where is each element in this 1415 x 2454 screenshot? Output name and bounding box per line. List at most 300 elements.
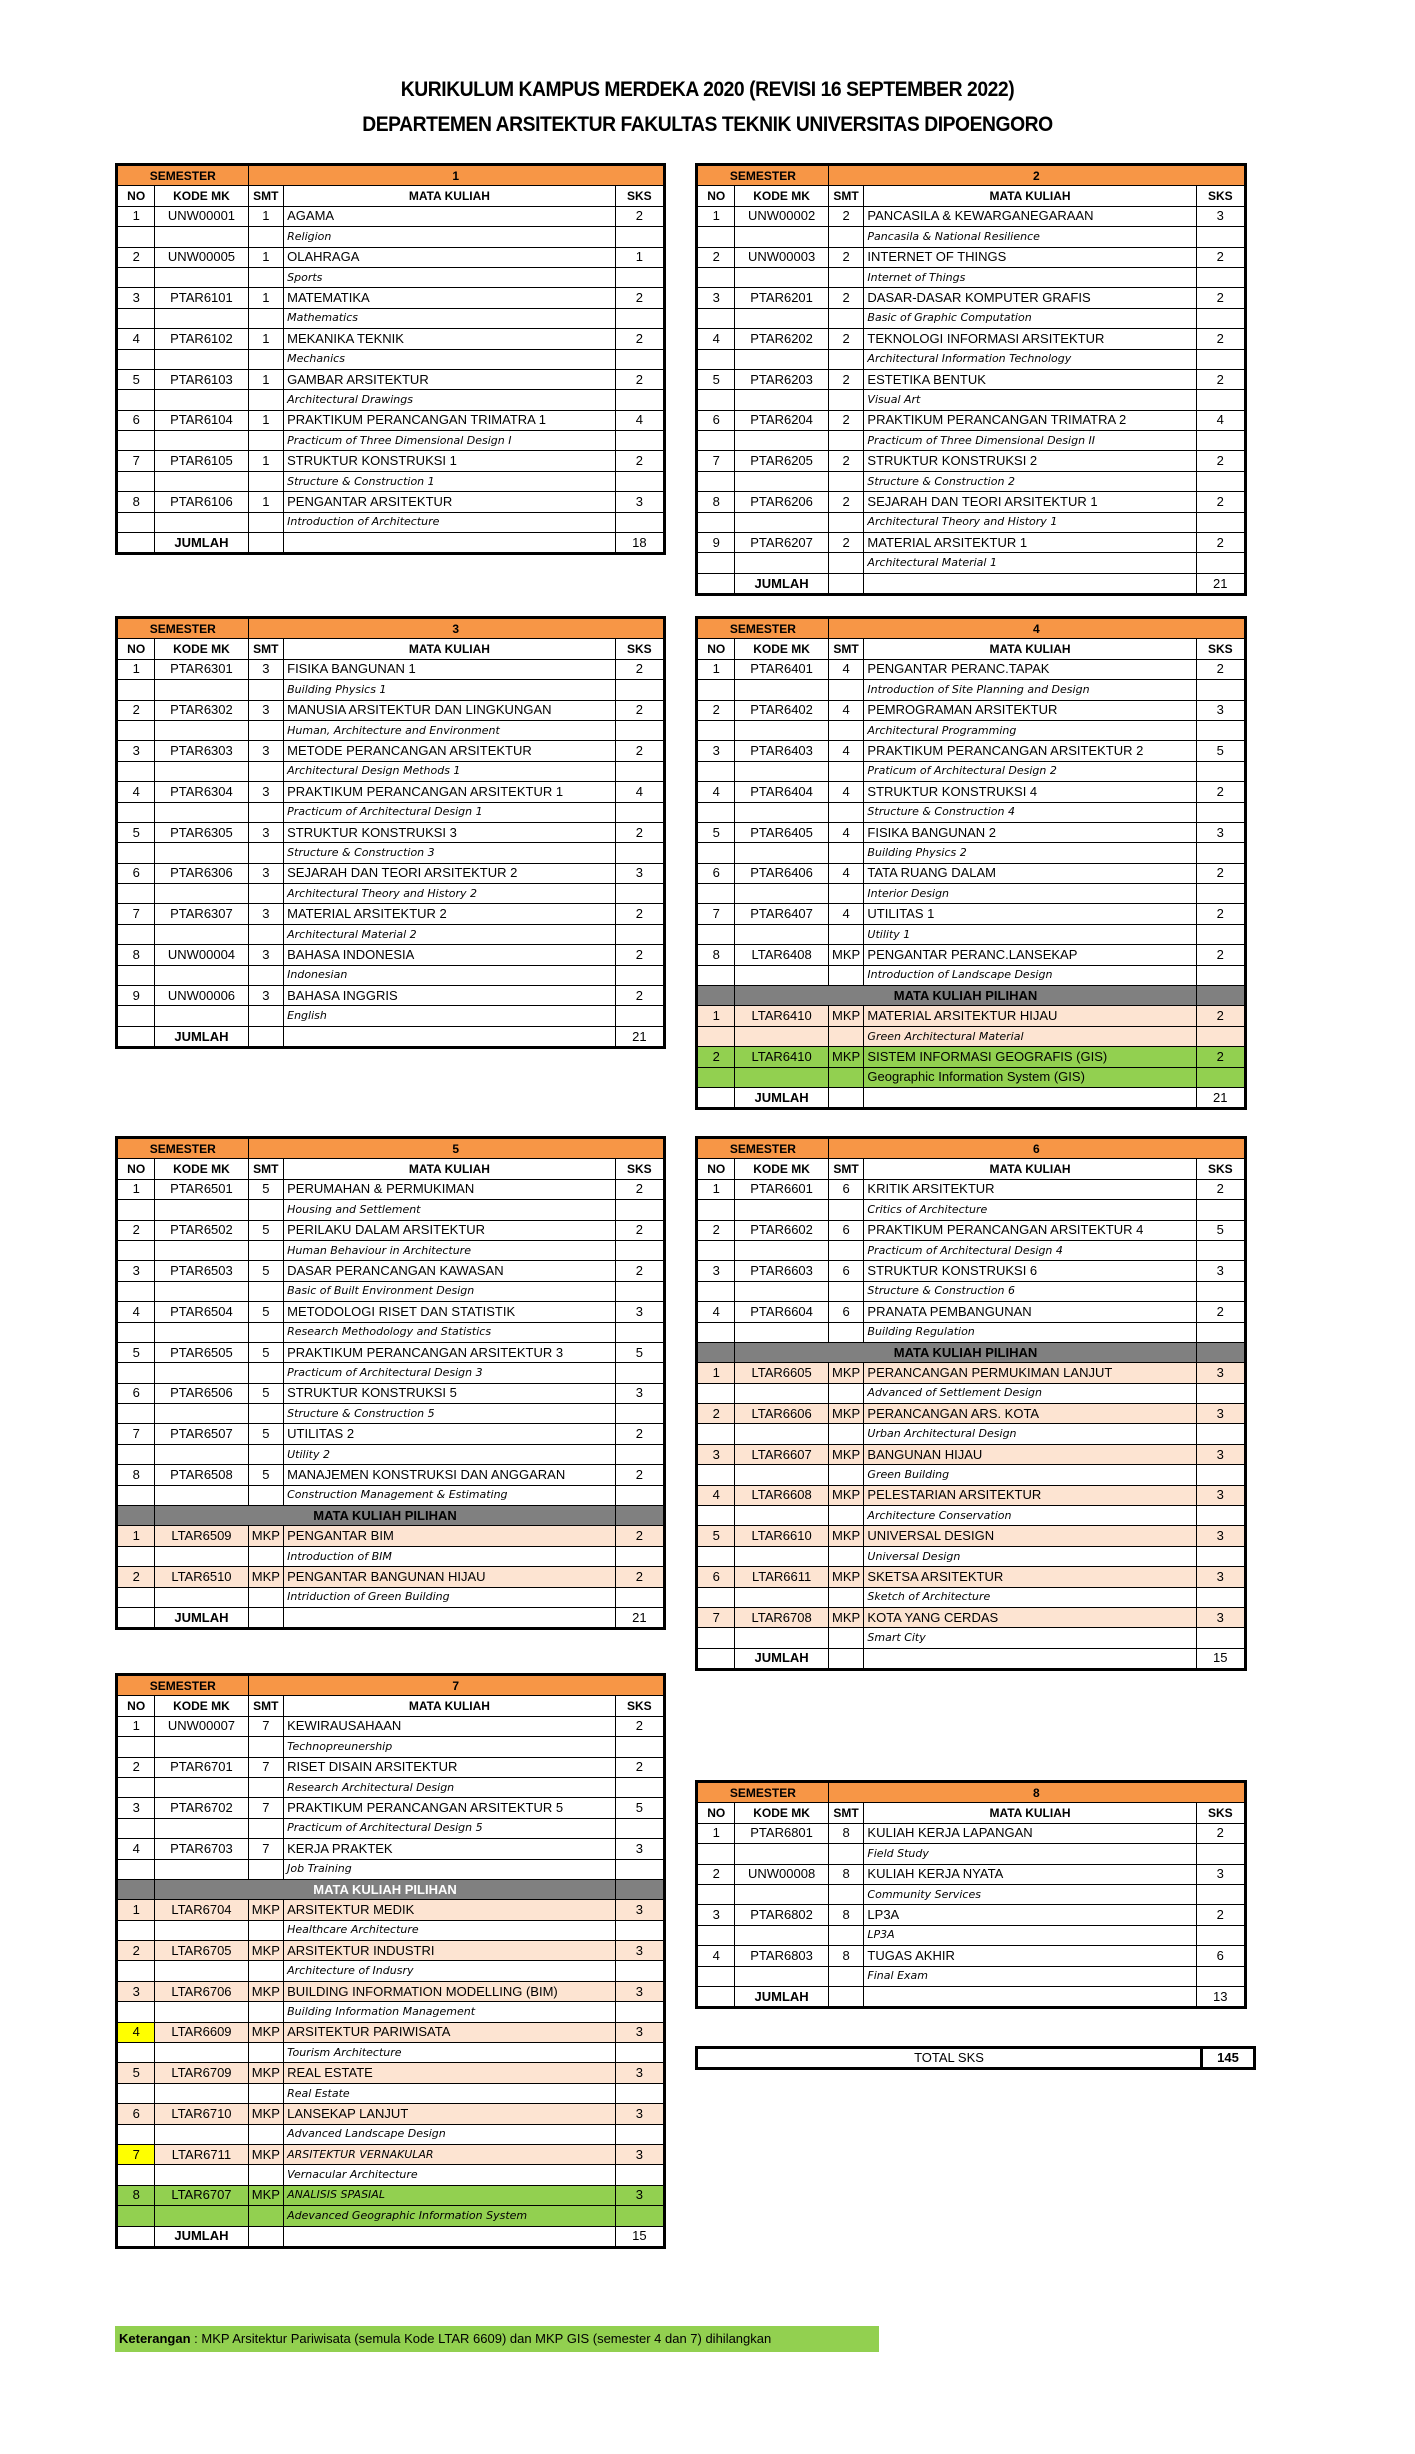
course-name: PRAKTIKUM PERANCANGAN ARSITEKTUR 2 bbox=[864, 741, 1196, 761]
course-semester: MKP bbox=[248, 1981, 284, 2001]
course-english-name: Utility 2 bbox=[284, 1444, 616, 1464]
course-english-row bbox=[117, 2002, 665, 2022]
course-no: 5 bbox=[117, 1342, 155, 1362]
course-code: PTAR6803 bbox=[735, 1946, 828, 1966]
course-no: 1 bbox=[697, 1823, 735, 1843]
course-english-row bbox=[117, 965, 665, 985]
elective-row bbox=[697, 1526, 1246, 1546]
course-code: PTAR6406 bbox=[735, 863, 828, 883]
course-english-row bbox=[697, 308, 1246, 328]
course-semester: MKP bbox=[828, 1607, 864, 1627]
empty-cell bbox=[1196, 431, 1245, 451]
course-sks: 2 bbox=[615, 1526, 664, 1546]
course-name: SKETSA ARSITEKTUR bbox=[864, 1567, 1196, 1587]
empty-cell bbox=[117, 512, 155, 532]
empty-cell bbox=[697, 512, 735, 532]
course-code: PTAR6401 bbox=[735, 659, 828, 679]
course-semester: 3 bbox=[248, 904, 284, 924]
course-semester: 4 bbox=[828, 741, 864, 761]
course-no: 4 bbox=[697, 329, 735, 349]
course-english-row bbox=[117, 924, 665, 944]
empty-cell bbox=[615, 2124, 664, 2144]
empty-cell bbox=[155, 1444, 248, 1464]
course-no: 2 bbox=[697, 1404, 735, 1424]
empty-cell bbox=[828, 1465, 864, 1485]
course-english-row bbox=[697, 1281, 1246, 1301]
empty-cell bbox=[735, 227, 828, 247]
elective-section-label: MATA KULIAH PILIHAN bbox=[735, 1342, 1196, 1362]
empty-cell bbox=[1196, 965, 1245, 985]
empty-cell bbox=[248, 884, 284, 904]
empty-cell bbox=[248, 512, 284, 532]
course-name: MATEMATIKA bbox=[284, 288, 616, 308]
semester-header-row bbox=[117, 1675, 665, 1696]
jumlah-row bbox=[697, 573, 1246, 594]
empty-cell bbox=[117, 2165, 155, 2185]
empty-cell bbox=[828, 553, 864, 573]
course-row bbox=[697, 451, 1246, 471]
empty-cell bbox=[248, 1363, 284, 1383]
empty-cell bbox=[117, 227, 155, 247]
course-sks: 2 bbox=[615, 1757, 664, 1777]
course-sks: 2 bbox=[1196, 904, 1245, 924]
course-english-row bbox=[117, 680, 665, 700]
column-header-row bbox=[697, 639, 1246, 659]
semester-number: 5 bbox=[248, 1138, 664, 1159]
course-sks: 2 bbox=[615, 741, 664, 761]
course-no: 5 bbox=[117, 369, 155, 389]
course-semester: 4 bbox=[828, 659, 864, 679]
course-code: LTAR6605 bbox=[735, 1363, 828, 1383]
empty-cell bbox=[697, 924, 735, 944]
semester-header-row bbox=[117, 618, 665, 639]
course-no: 5 bbox=[697, 822, 735, 842]
course-name: KERJA PRAKTEK bbox=[284, 1839, 616, 1859]
col-smt-header: SMT bbox=[248, 186, 284, 206]
empty-cell bbox=[1196, 843, 1245, 863]
course-sks: 3 bbox=[1196, 1363, 1245, 1383]
course-no: 4 bbox=[697, 1946, 735, 1966]
empty-cell bbox=[248, 924, 284, 944]
course-english-name: Architectural Theory and History 1 bbox=[864, 512, 1196, 532]
course-name: ANALISIS SPASIAL bbox=[284, 2185, 616, 2205]
elective-row bbox=[117, 1900, 665, 1920]
empty-cell bbox=[735, 1925, 828, 1945]
course-code: LTAR6606 bbox=[735, 1404, 828, 1424]
elective-section-label: MATA KULIAH PILIHAN bbox=[155, 1506, 615, 1526]
course-name: ARSITEKTUR VERNAKULAR bbox=[284, 2144, 616, 2164]
course-name: TATA RUANG DALAM bbox=[864, 863, 1196, 883]
empty-cell bbox=[248, 1026, 284, 1047]
course-name: GAMBAR ARSITEKTUR bbox=[284, 369, 616, 389]
empty-cell bbox=[248, 2206, 284, 2226]
empty-cell bbox=[1196, 267, 1245, 287]
course-english-name: Praticum of Architectural Design 2 bbox=[864, 761, 1196, 781]
semester-number: 3 bbox=[248, 618, 664, 639]
course-name: MANAJEMEN KONSTRUKSI DAN ANGGARAN bbox=[284, 1465, 616, 1485]
course-sks: 2 bbox=[615, 1424, 664, 1444]
course-english-name: Geographic Information System (GIS) bbox=[864, 1067, 1196, 1087]
course-english-name: Urban Architectural Design bbox=[864, 1424, 1196, 1444]
empty-cell bbox=[615, 1818, 664, 1838]
course-no: 8 bbox=[697, 492, 735, 512]
empty-cell bbox=[284, 2226, 616, 2247]
course-row bbox=[697, 1946, 1246, 1966]
empty-cell bbox=[117, 924, 155, 944]
course-english-row bbox=[697, 390, 1246, 410]
empty-cell bbox=[615, 431, 664, 451]
empty-cell bbox=[117, 884, 155, 904]
course-no: 4 bbox=[117, 329, 155, 349]
empty-cell bbox=[155, 1961, 248, 1981]
course-sks: 3 bbox=[1196, 1404, 1245, 1424]
course-code: PTAR6304 bbox=[155, 782, 248, 802]
jumlah-label: JUMLAH bbox=[155, 2226, 248, 2247]
course-sks: 2 bbox=[1196, 288, 1245, 308]
course-english-row bbox=[697, 1546, 1246, 1566]
course-english-row bbox=[117, 1961, 665, 1981]
empty-cell bbox=[117, 308, 155, 328]
course-english-name: Basic of Built Environment Design bbox=[284, 1281, 616, 1301]
empty-cell bbox=[117, 1281, 155, 1301]
course-no: 3 bbox=[117, 288, 155, 308]
course-english-row bbox=[697, 1925, 1246, 1945]
course-code: PTAR6307 bbox=[155, 904, 248, 924]
course-code: PTAR6207 bbox=[735, 533, 828, 553]
col-kode-header: KODE MK bbox=[155, 1159, 248, 1179]
course-english-row bbox=[117, 761, 665, 781]
empty-cell bbox=[697, 1966, 735, 1986]
course-code: LTAR6704 bbox=[155, 1900, 248, 1920]
empty-cell bbox=[735, 761, 828, 781]
course-row bbox=[117, 492, 665, 512]
empty-cell bbox=[828, 720, 864, 740]
empty-cell bbox=[615, 2043, 664, 2063]
jumlah-label: JUMLAH bbox=[735, 573, 828, 594]
empty-cell bbox=[697, 802, 735, 822]
empty-cell bbox=[248, 720, 284, 740]
course-no: 4 bbox=[697, 782, 735, 802]
course-english-row bbox=[697, 1465, 1246, 1485]
empty-cell bbox=[155, 720, 248, 740]
empty-cell bbox=[735, 512, 828, 532]
course-row bbox=[697, 329, 1246, 349]
empty-cell bbox=[615, 761, 664, 781]
course-code: PTAR6205 bbox=[735, 451, 828, 471]
course-no: 2 bbox=[697, 700, 735, 720]
course-semester: 4 bbox=[828, 700, 864, 720]
empty-cell bbox=[615, 390, 664, 410]
course-row bbox=[117, 1261, 665, 1281]
course-sks: 2 bbox=[1196, 1006, 1245, 1026]
course-english-row bbox=[117, 1200, 665, 1220]
course-name: MATERIAL ARSITEKTUR HIJAU bbox=[864, 1006, 1196, 1026]
empty-cell bbox=[117, 1485, 155, 1505]
empty-cell bbox=[615, 227, 664, 247]
course-code: PTAR6106 bbox=[155, 492, 248, 512]
course-no: 2 bbox=[697, 1864, 735, 1884]
empty-cell bbox=[117, 1026, 155, 1047]
empty-cell bbox=[697, 471, 735, 491]
course-name: KULIAH KERJA LAPANGAN bbox=[864, 1823, 1196, 1843]
course-english-name: Internet of Things bbox=[864, 267, 1196, 287]
course-semester: MKP bbox=[828, 1485, 864, 1505]
empty-cell bbox=[828, 1546, 864, 1566]
course-semester: 6 bbox=[828, 1179, 864, 1199]
empty-cell bbox=[615, 2083, 664, 2103]
course-code: LTAR6410 bbox=[735, 1047, 828, 1067]
course-english-name: Building Physics 1 bbox=[284, 680, 616, 700]
course-english-row bbox=[697, 1424, 1246, 1444]
course-english-row bbox=[117, 2043, 665, 2063]
course-code: PTAR6702 bbox=[155, 1798, 248, 1818]
course-name: PRAKTIKUM PERANCANGAN TRIMATRA 2 bbox=[864, 410, 1196, 430]
course-english-name: Advanced of Settlement Design bbox=[864, 1383, 1196, 1403]
empty-cell bbox=[117, 1879, 155, 1899]
course-name: INTERNET OF THINGS bbox=[864, 247, 1196, 267]
column-header-row bbox=[117, 1696, 665, 1716]
course-name: AGAMA bbox=[284, 206, 616, 226]
empty-cell bbox=[697, 1281, 735, 1301]
empty-cell bbox=[828, 349, 864, 369]
course-semester: MKP bbox=[828, 1526, 864, 1546]
course-code: LTAR6705 bbox=[155, 1941, 248, 1961]
empty-cell bbox=[697, 680, 735, 700]
course-sks: 2 bbox=[1196, 1047, 1245, 1067]
empty-cell bbox=[828, 1966, 864, 1986]
col-smt-header: SMT bbox=[828, 1803, 864, 1823]
empty-cell bbox=[828, 843, 864, 863]
empty-cell bbox=[615, 1920, 664, 1940]
empty-cell bbox=[828, 802, 864, 822]
course-english-name: Pancasila & National Resilience bbox=[864, 227, 1196, 247]
empty-cell bbox=[117, 680, 155, 700]
course-code: PTAR6204 bbox=[735, 410, 828, 430]
col-sks-header: SKS bbox=[1196, 186, 1245, 206]
empty-cell bbox=[828, 1587, 864, 1607]
course-english-row bbox=[697, 471, 1246, 491]
course-code: PTAR6502 bbox=[155, 1220, 248, 1240]
course-english-name: Practicum of Three Dimensional Design II bbox=[864, 431, 1196, 451]
empty-cell bbox=[735, 390, 828, 410]
empty-cell bbox=[697, 308, 735, 328]
course-semester: MKP bbox=[248, 1941, 284, 1961]
course-english-name: Practicum of Three Dimensional Design I bbox=[284, 431, 616, 451]
empty-cell bbox=[117, 1920, 155, 1940]
course-no: 6 bbox=[117, 1383, 155, 1403]
col-smt-header: SMT bbox=[248, 639, 284, 659]
empty-cell bbox=[828, 1240, 864, 1260]
course-semester: 3 bbox=[248, 863, 284, 883]
column-header-row bbox=[117, 1159, 665, 1179]
empty-cell bbox=[828, 1200, 864, 1220]
empty-cell bbox=[697, 1628, 735, 1648]
course-english-name: Community Services bbox=[864, 1884, 1196, 1904]
empty-cell bbox=[117, 1444, 155, 1464]
empty-cell bbox=[155, 1240, 248, 1260]
course-code: PTAR6407 bbox=[735, 904, 828, 924]
empty-cell bbox=[697, 390, 735, 410]
course-semester: 3 bbox=[248, 822, 284, 842]
course-english-row bbox=[697, 1322, 1246, 1342]
col-mata-kuliah-header: MATA KULIAH bbox=[284, 1696, 616, 1716]
course-row bbox=[117, 206, 665, 226]
empty-cell bbox=[117, 431, 155, 451]
empty-cell bbox=[615, 1006, 664, 1026]
col-no-header: NO bbox=[697, 639, 735, 659]
semester-label: SEMESTER bbox=[117, 1675, 249, 1696]
course-code: PTAR6203 bbox=[735, 369, 828, 389]
empty-cell bbox=[697, 1925, 735, 1945]
empty-cell bbox=[117, 1200, 155, 1220]
empty-cell bbox=[697, 431, 735, 451]
empty-cell bbox=[697, 1424, 735, 1444]
course-no: 1 bbox=[117, 206, 155, 226]
keterangan-note bbox=[115, 2326, 879, 2352]
empty-cell bbox=[615, 884, 664, 904]
course-english-row bbox=[697, 1067, 1246, 1087]
empty-cell bbox=[697, 1067, 735, 1087]
course-no: 3 bbox=[697, 741, 735, 761]
course-english-name: Healthcare Architecture bbox=[284, 1920, 616, 1940]
course-semester: 3 bbox=[248, 700, 284, 720]
empty-cell bbox=[155, 843, 248, 863]
document-subtitle: DEPARTEMEN ARSITEKTUR FAKULTAS TEKNIK UNIVERSITAS DIPOENGORO bbox=[362, 113, 1053, 136]
semester-number: 8 bbox=[828, 1782, 1245, 1803]
empty-cell bbox=[117, 802, 155, 822]
course-sks: 3 bbox=[615, 1981, 664, 2001]
course-sks: 3 bbox=[1196, 1567, 1245, 1587]
course-semester: 8 bbox=[828, 1864, 864, 1884]
course-code: PTAR6105 bbox=[155, 451, 248, 471]
course-english-name: Green Building bbox=[864, 1465, 1196, 1485]
course-english-row bbox=[697, 349, 1246, 369]
jumlah-label: JUMLAH bbox=[735, 1648, 828, 1669]
course-row bbox=[697, 1905, 1246, 1925]
empty-cell bbox=[735, 267, 828, 287]
empty-cell bbox=[1196, 349, 1245, 369]
empty-cell bbox=[1196, 680, 1245, 700]
course-name: METODE PERANCANGAN ARSITEKTUR bbox=[284, 741, 616, 761]
course-english-row bbox=[117, 471, 665, 491]
course-no: 8 bbox=[117, 945, 155, 965]
empty-cell bbox=[117, 1607, 155, 1628]
course-row bbox=[117, 904, 665, 924]
course-semester: MKP bbox=[828, 1567, 864, 1587]
course-semester: MKP bbox=[828, 1404, 864, 1424]
empty-cell bbox=[697, 843, 735, 863]
keterangan-label: Keterangan bbox=[119, 2331, 191, 2346]
course-english-name: Sports bbox=[284, 267, 616, 287]
course-row bbox=[697, 1302, 1246, 1322]
course-row bbox=[697, 247, 1246, 267]
empty-cell bbox=[117, 1546, 155, 1566]
empty-cell bbox=[117, 720, 155, 740]
empty-cell bbox=[735, 924, 828, 944]
col-kode-header: KODE MK bbox=[155, 1696, 248, 1716]
course-semester: 2 bbox=[828, 369, 864, 389]
jumlah-label: JUMLAH bbox=[735, 1087, 828, 1108]
col-kode-header: KODE MK bbox=[155, 186, 248, 206]
course-code: LTAR6509 bbox=[155, 1526, 248, 1546]
semester-number: 6 bbox=[828, 1138, 1245, 1159]
empty-cell bbox=[828, 1383, 864, 1403]
course-code: LTAR6708 bbox=[735, 1607, 828, 1627]
empty-cell bbox=[828, 512, 864, 532]
course-name: UTILITAS 1 bbox=[864, 904, 1196, 924]
empty-cell bbox=[1196, 1342, 1245, 1362]
course-english-row bbox=[117, 843, 665, 863]
empty-cell bbox=[828, 1322, 864, 1342]
course-name: REAL ESTATE bbox=[284, 2063, 616, 2083]
course-english-row bbox=[697, 1628, 1246, 1648]
course-english-name: Intriduction of Green Building bbox=[284, 1587, 616, 1607]
course-name: ARSITEKTUR MEDIK bbox=[284, 1900, 616, 1920]
empty-cell bbox=[735, 349, 828, 369]
empty-cell bbox=[117, 1818, 155, 1838]
empty-cell bbox=[248, 2226, 284, 2247]
empty-cell bbox=[248, 1737, 284, 1757]
course-code: PTAR6302 bbox=[155, 700, 248, 720]
course-name: TUGAS AKHIR bbox=[864, 1946, 1196, 1966]
empty-cell bbox=[615, 1404, 664, 1424]
col-kode-header: KODE MK bbox=[735, 1803, 828, 1823]
course-english-row bbox=[697, 267, 1246, 287]
course-code: PTAR6505 bbox=[155, 1342, 248, 1362]
empty-cell bbox=[248, 1281, 284, 1301]
course-english-row bbox=[117, 267, 665, 287]
jumlah-label: JUMLAH bbox=[155, 533, 248, 554]
course-code: PTAR6604 bbox=[735, 1302, 828, 1322]
course-name: MEKANIKA TEKNIK bbox=[284, 329, 616, 349]
empty-cell bbox=[615, 1777, 664, 1797]
course-sks: 2 bbox=[1196, 1302, 1245, 1322]
course-semester: 5 bbox=[248, 1261, 284, 1281]
empty-cell bbox=[697, 761, 735, 781]
course-row bbox=[117, 659, 665, 679]
empty-cell bbox=[697, 1986, 735, 2007]
course-english-name: Structure & Construction 2 bbox=[864, 471, 1196, 491]
empty-cell bbox=[615, 1485, 664, 1505]
empty-cell bbox=[615, 471, 664, 491]
course-sks: 2 bbox=[1196, 659, 1245, 679]
semester-label: SEMESTER bbox=[117, 618, 249, 639]
course-row bbox=[697, 533, 1246, 553]
empty-cell bbox=[828, 431, 864, 451]
semester-1-table bbox=[115, 163, 666, 555]
course-english-name: Introduction of Architecture bbox=[284, 512, 616, 532]
empty-cell bbox=[735, 720, 828, 740]
course-name: ARSITEKTUR PARIWISATA bbox=[284, 2022, 616, 2042]
course-no: 5 bbox=[117, 822, 155, 842]
empty-cell bbox=[697, 573, 735, 594]
course-english-row bbox=[697, 1383, 1246, 1403]
empty-cell bbox=[697, 1200, 735, 1220]
empty-cell bbox=[155, 2083, 248, 2103]
course-semester: 4 bbox=[828, 782, 864, 802]
empty-cell bbox=[864, 573, 1196, 594]
course-code: PTAR6503 bbox=[155, 1261, 248, 1281]
elective-row bbox=[117, 1941, 665, 1961]
course-name: STRUKTUR KONSTRUKSI 2 bbox=[864, 451, 1196, 471]
elective-row bbox=[697, 1006, 1246, 1026]
course-english-name: Structure & Construction 4 bbox=[864, 802, 1196, 822]
semester-header-row bbox=[697, 1782, 1246, 1803]
course-english-row bbox=[697, 802, 1246, 822]
course-no: 7 bbox=[697, 1607, 735, 1627]
elective-row bbox=[117, 2104, 665, 2124]
course-no: 9 bbox=[117, 986, 155, 1006]
